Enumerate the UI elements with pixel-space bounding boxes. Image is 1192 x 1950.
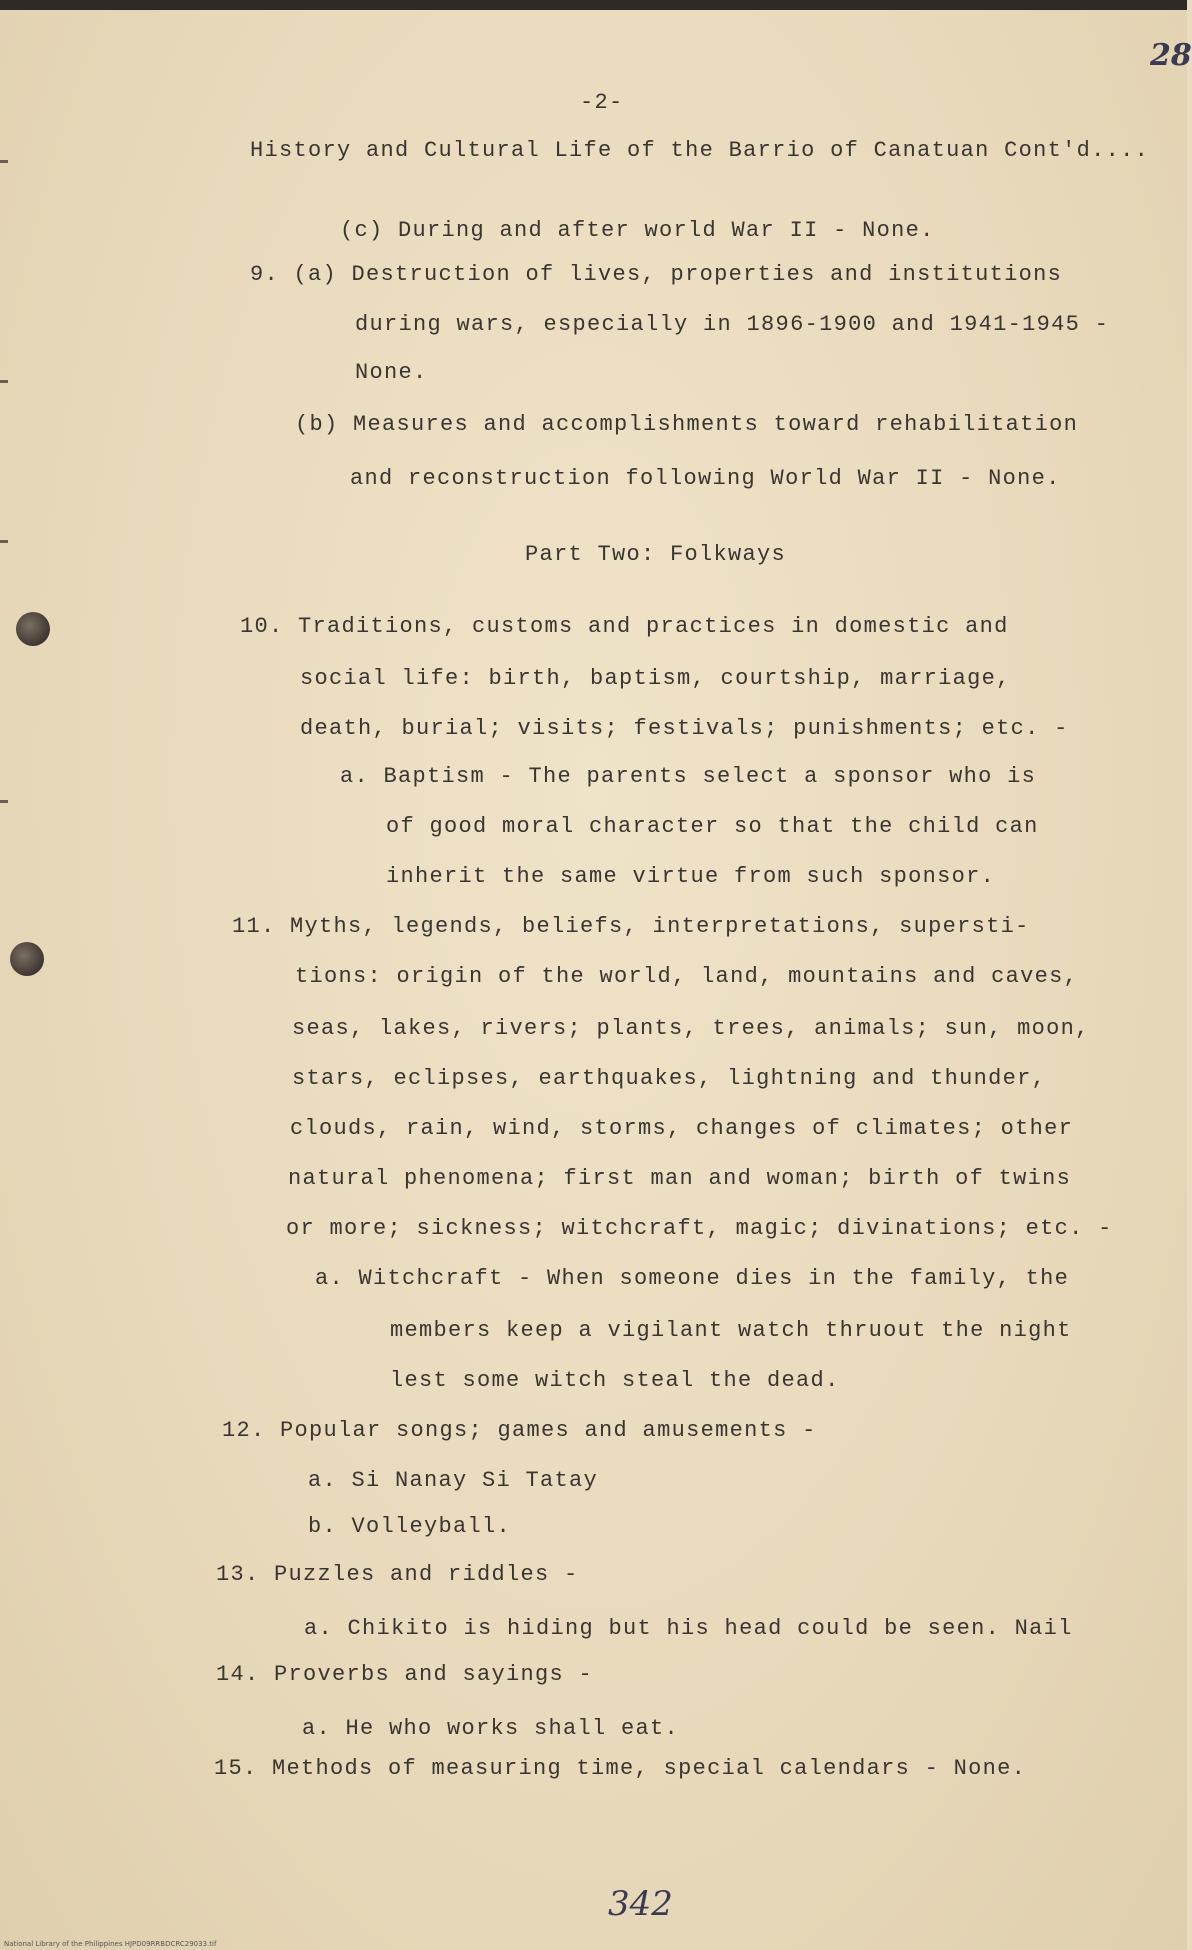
- item-11a-line1: a. Witchcraft - When someone dies in the family, the: [315, 1266, 1070, 1291]
- item-10-line3: death, burial; visits; festivals; punishments; etc. -: [300, 716, 1069, 741]
- punch-hole: [10, 942, 44, 976]
- item-10-line1: 10. Traditions, customs and practices in domestic and: [240, 614, 1009, 639]
- page-header-number: -2-: [580, 90, 624, 115]
- item-11a-line3: lest some witch steal the dead.: [390, 1368, 840, 1393]
- part-two-heading: Part Two: Folkways: [525, 542, 787, 567]
- item-13: 13. Puzzles and riddles -: [216, 1562, 579, 1587]
- item-9a-line3: None.: [355, 360, 428, 385]
- item-13a: a. Chikito is hiding but his head could be seen. Nail: [304, 1616, 1073, 1641]
- edge-mark: [0, 800, 8, 803]
- item-9c: (c) During and after world War II - None.: [340, 218, 935, 243]
- punch-hole: [16, 612, 50, 646]
- handwritten-page-number: 28: [1150, 38, 1192, 73]
- item-9a-line2: during wars, especially in 1896-1900 and 1941-1945 -: [355, 312, 1110, 337]
- scan-footer: National Library of the Philippines HJPD09RRBDCRC29033.tif: [4, 1940, 217, 1948]
- item-12b: b. Volleyball.: [308, 1514, 512, 1539]
- edge-mark: [0, 160, 8, 163]
- handwritten-sheet-number: 342: [608, 1884, 673, 1924]
- edge-mark: [0, 540, 8, 543]
- item-11-line3: seas, lakes, rivers; plants, trees, animals; sun, moon,: [292, 1016, 1090, 1041]
- item-10a-line2: of good moral character so that the child can: [386, 814, 1039, 839]
- item-10-line2: social life: birth, baptism, courtship, marriage,: [300, 666, 1011, 691]
- edge-mark: [0, 380, 8, 383]
- item-11-line7: or more; sickness; witchcraft, magic; divinations; etc. -: [286, 1216, 1113, 1241]
- document-title: History and Cultural Life of the Barrio of Canatuan Cont'd....: [250, 138, 1150, 163]
- item-11-line6: natural phenomena; first man and woman; birth of twins: [288, 1166, 1072, 1191]
- item-10a-line1: a. Baptism - The parents select a sponsor who is: [340, 764, 1037, 789]
- item-14a: a. He who works shall eat.: [302, 1716, 680, 1741]
- item-9b-line2: and reconstruction following World War II - None.: [350, 466, 1061, 491]
- item-9a-line1: 9. (a) Destruction of lives, properties and institutions: [250, 262, 1063, 287]
- item-14: 14. Proverbs and sayings -: [216, 1662, 594, 1687]
- scan-top-edge: [0, 0, 1187, 10]
- item-11a-line2: members keep a vigilant watch thruout the night: [390, 1318, 1072, 1343]
- item-15: 15. Methods of measuring time, special calendars - None.: [214, 1756, 1027, 1781]
- item-10a-line3: inherit the same virtue from such sponsor.: [386, 864, 996, 889]
- item-9b-line1: (b) Measures and accomplishments toward rehabilitation: [295, 412, 1079, 437]
- item-11-line2: tions: origin of the world, land, mountains and caves,: [295, 964, 1079, 989]
- item-11-line4: stars, eclipses, earthquakes, lightning and thunder,: [292, 1066, 1047, 1091]
- item-12: 12. Popular songs; games and amusements -: [222, 1418, 817, 1443]
- item-12a: a. Si Nanay Si Tatay: [308, 1468, 599, 1493]
- item-11-line5: clouds, rain, wind, storms, changes of climates; other: [290, 1116, 1074, 1141]
- item-11-line1: 11. Myths, legends, beliefs, interpretations, supersti-: [232, 914, 1030, 939]
